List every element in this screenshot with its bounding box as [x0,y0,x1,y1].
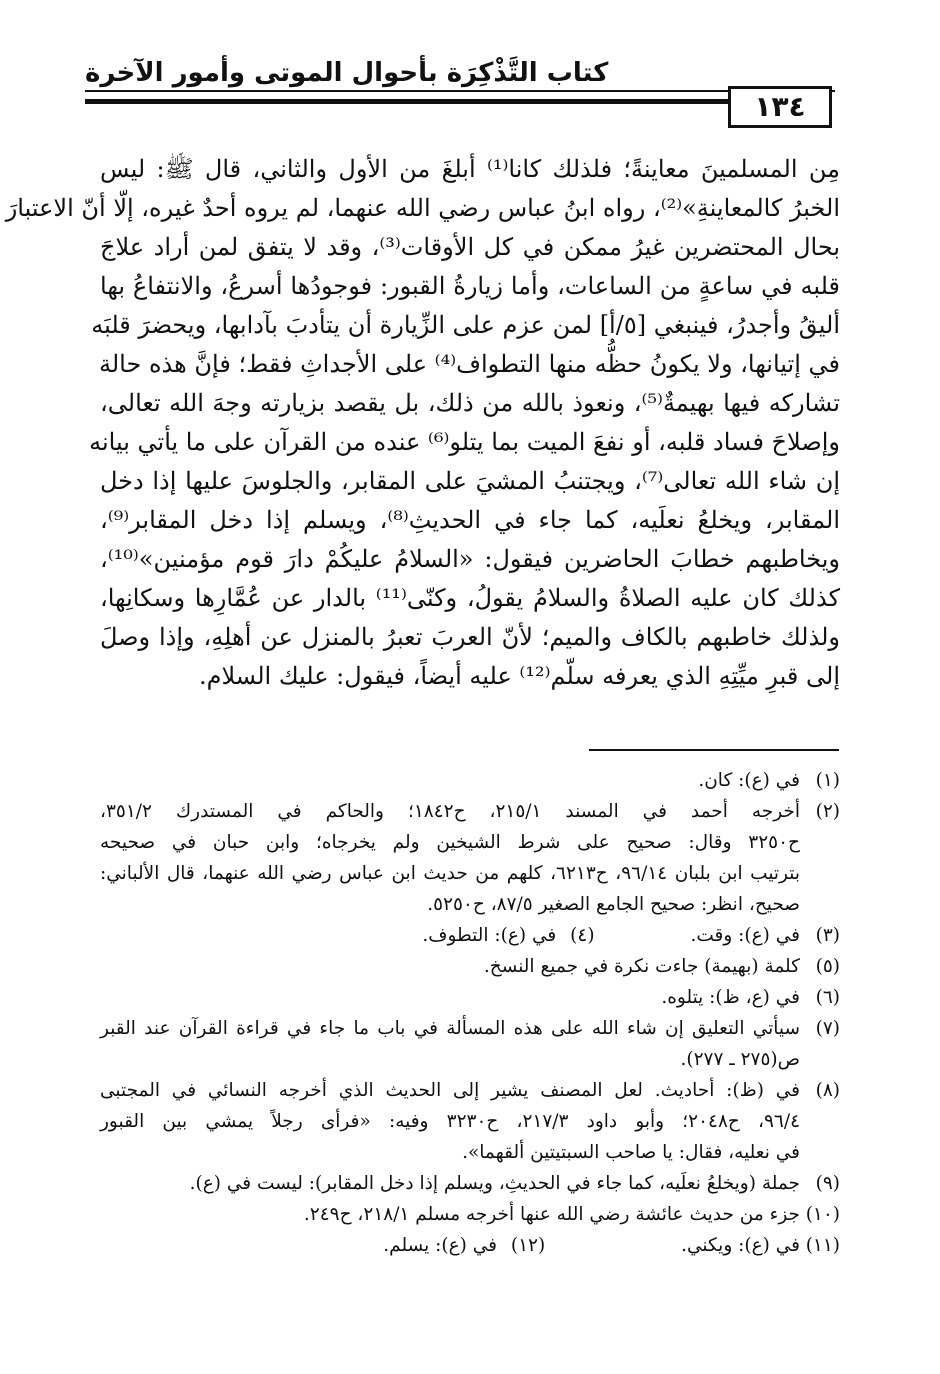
header-rule-thick [85,99,730,104]
footnote [100,1199,840,1230]
footnote-text: في (ع، ظ): يتلوه. [661,987,800,1008]
footnote-number: (١١) [805,1235,840,1256]
footnote-number: (٨) [815,1080,840,1101]
footnote-text: ص(٢٧٥ ـ ٢٧٧). [680,1049,800,1070]
text-line: كذلك كان عليه الصلاةُ والسلامُ يقولُ، وكنّى⁽¹¹⁾ بالدار عن عُمَّارِها وسكانِها، [100,584,840,612]
footnote [100,796,840,920]
footnote [100,1168,840,1199]
text-line: المقابر، ويخلعُ نعلَيه، كما جاء في الحديثِ⁽⁸⁾، ويسلم إذا دخل المقابر⁽⁹⁾، [100,506,840,534]
text-line: إلى قبرِ ميِّتِهِ الذي يعرفه سلّم⁽¹²⁾ عليه أيضاً، فيقول: عليك السلام. [198,662,840,690]
footnotes [100,765,840,1261]
text-line: الخبرُ كالمعاينةِ»⁽²⁾، رواه ابنُ عباس رضي الله عنهما، لم يروه أحدٌ غيره، إلّا أنّ الاعتبارَ [5,194,840,222]
footnote-number: (٩) [815,1173,840,1194]
text-line: تشاركه فيها بهيمةٌ⁽⁵⁾، ونعوذ بالله من ذلك، بل يقصد بزيارته وجهَ الله تعالى، [100,389,840,417]
footnote-text: صحيح، انظر: صحيح الجامع الصغير ٨٧/٥، ح٥٢٥٠. [427,894,800,915]
footnote-number: (١٠) [805,1204,840,1225]
footnote-separator [589,749,839,751]
footnote-number: (٤) [570,925,595,946]
footnote [100,765,840,796]
footnote-number: (١) [815,770,840,791]
footnote-number: (٣) [815,925,840,946]
footnote [100,982,840,1013]
footnote-text: جملة (ويخلعُ نعلَيه، كما جاء في الحديثِ، ويسلم إذا دخل المقابر): ليست في (ع). [189,1173,800,1194]
footnote-number: (٢) [815,801,840,822]
running-title: كتاب التَّذْكِرَة بأحوال الموتى وأمور الآخرة [85,58,609,88]
text-line: أليقُ وأجدرُ، فينبغي [٥/أ] لمن عزم على الزِّيارة أن يتأدبَ بآدابها، ويحضرَ قلبَه [91,311,840,339]
text-line: ويخاطبهم خطابَ الحاضرين فيقول: «السلامُ عليكُمْ دارَ قوم مؤمنين»⁽¹⁰⁾، [100,545,840,573]
footnote-text: سيأتي التعليق إن شاء الله على هذه المسألة في باب ما جاء في قراءة القرآن عند القبر [100,1018,800,1039]
text-line: قلبه في ساعةٍ من الساعات، وأما زيارةُ القبور: فوجودُها أسرعُ، والانتفاعُ بها [100,272,841,300]
footnote-text: في (ع): التطوف. [422,925,557,946]
footnote-text: في (ع): كان. [698,770,800,791]
main-text [5,150,841,696]
footnote [100,1075,840,1168]
footnote-text: بترتيب ابن بلبان ٩٦/١٤، ح٦٢١٣، كلهم من حديث ابن عباس رضي الله عنهما، قال الألباني: [100,863,800,884]
text-line: مِن المسلمينَ معاينةً؛ فلذلك كانا⁽¹⁾ أبلغَ من الأول والثاني، قال ﷺ: ليس [100,155,840,183]
footnote-pair [100,920,840,951]
footnote-text: جزء من حديث عائشة رضي الله عنها أخرجه مسلم ٢١٨/١، ح٢٤٩. [303,1204,800,1225]
footnote [100,1013,840,1075]
footnote-text: أخرجه أحمد في المسند ٢١٥/١، ح١٨٤٢؛ والحاكم في المستدرك ٣٥١/٢، [100,801,800,822]
text-line: إن شاء الله تعالى⁽⁷⁾، ويجتنبُ المشيَ على المقابر، والجلوسَ عليها إذا دخل [100,467,840,495]
footnote-number: (٦) [815,987,840,1008]
footnote [100,951,840,982]
footnote-row [100,920,800,951]
text-line: في إتيانها، ولا يكونُ حظُّه منها التطواف⁽⁴⁾ على الأجداثِ فقط؛ فإنَّ هذه حالة [98,350,840,378]
footnote-text: في (ظ): أحاديث. لعل المصنف يشير إلى الحديث الذي أخرجه النسائي في المجتبى [100,1080,800,1101]
text-line: بحال المحتضرين غيرُ ممكن في كل الأوقات⁽³⁾، وقد لا يتفق لمن أراد علاجَ [100,233,841,261]
footnote-row [100,1230,800,1261]
footnote-number: (١٢) [510,1235,546,1256]
footnote-pair [100,1230,840,1261]
footnote-text: كلمة (بهيمة) جاءت نكرة في جميع النسخ. [483,956,800,977]
footnote-text: في نعليه، فقال: يا صاحب السبتيتين ألقهما». [462,1142,800,1163]
footnote-text: في (ع): ويكني. [681,1235,800,1256]
text-line: ولذلك خاطبهم بالكاف والميم؛ لأنّ العربَ تعبرُ بالمنزل عن أهلِهِ، وإذا وصلَ [100,623,840,651]
page-number: ١٣٤ [728,86,832,128]
footnote-text: في (ع): يسلم. [383,1235,497,1256]
footnote-text: ٩٦/٤، ح٢٠٤٨؛ وأبو داود ٢١٧/٣، ح٣٢٣٠ وفيه: «فرأى رجلاً يمشي بين القبور [100,1111,801,1132]
header-rule-thin [85,90,835,92]
footnote-text: في (ع): وقت. [690,925,800,946]
footnote-text: ح٣٢٥٠ وقال: صحيح على شرط الشيخين ولم يخرجاه؛ وابن حبان في صحيحه [100,832,800,853]
text-line: وإصلاحَ فساد قلبه، أو نفعَ الميت بما يتلو⁽⁶⁾ عنده من القرآن على ما يأتي بيانه [89,428,840,456]
footnote-number: (٥) [815,956,840,977]
footnote-number: (٧) [815,1018,840,1039]
